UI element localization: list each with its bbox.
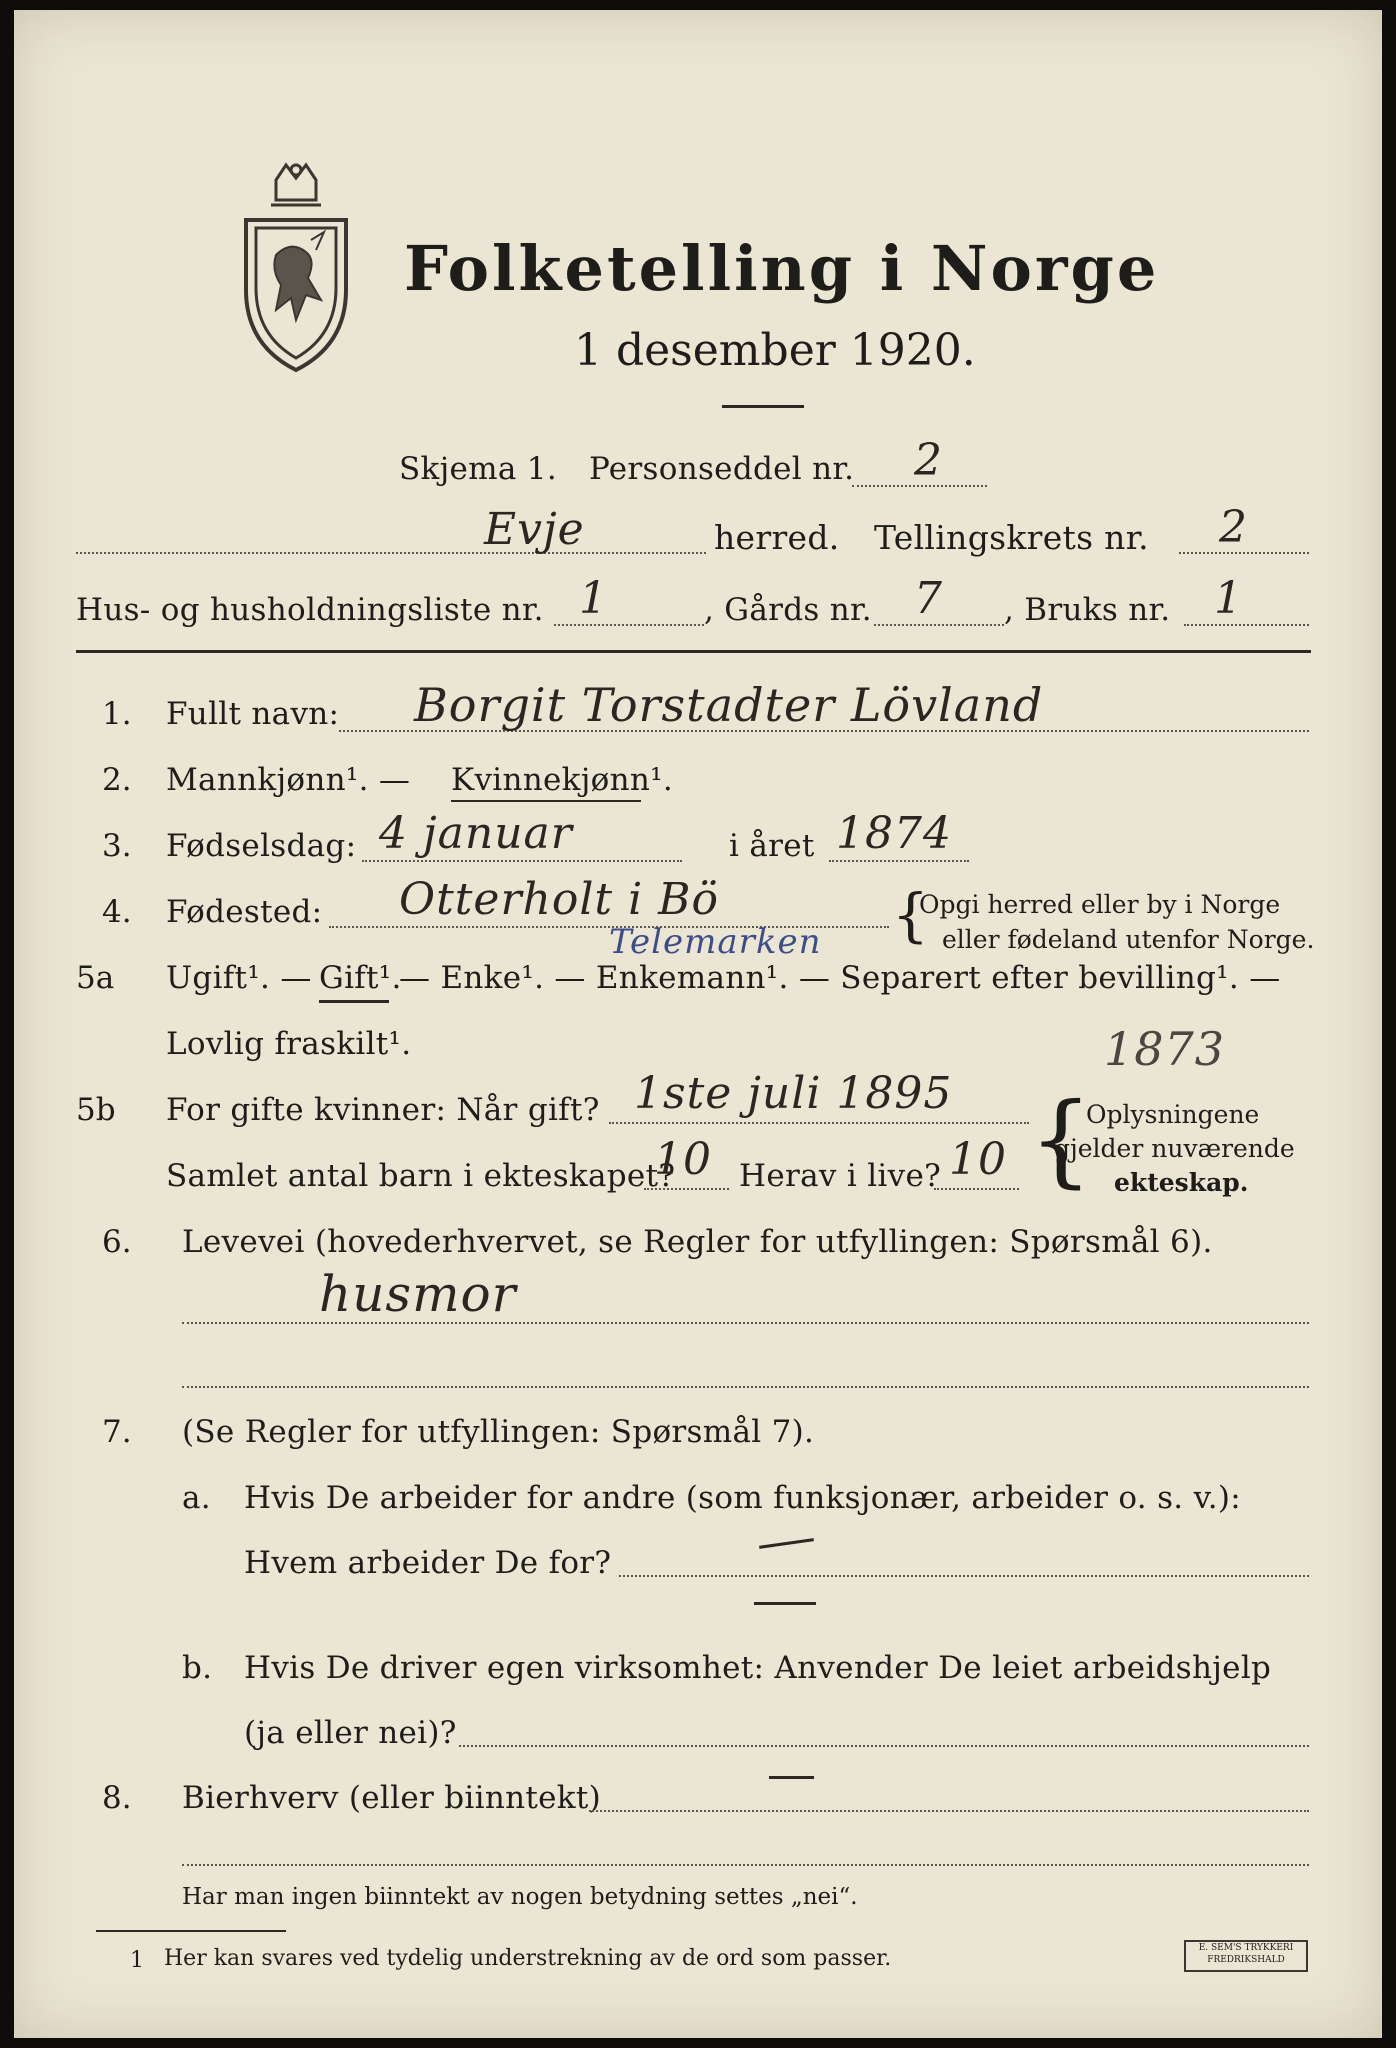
gift-underline [319,1000,389,1003]
full-name-value[interactable]: Borgit Torstadter Lövland [414,678,1044,732]
printer-stamp: E. SEM'S TRYKKERI FREDRIKSHALD [1184,1940,1308,1972]
employer-dash-mark [759,1538,814,1549]
employer-field[interactable] [619,1575,1309,1577]
footnote-rule [96,1930,286,1932]
side-income-label: Bierhverv (eller biinntekt) [182,1780,602,1816]
q3-number: 3. [102,828,132,864]
children-alive-label: Herav i live? [739,1158,942,1194]
birth-year-label: i året [729,828,815,864]
occupation-value[interactable]: husmor [319,1265,517,1323]
q7-label: (Se Regler for utfyllingen: Spørsmål 7). [182,1414,815,1450]
bruks-label: , Bruks nr. [1004,592,1171,628]
q7a-letter: a. [182,1480,211,1516]
hired-help-field[interactable] [459,1745,1309,1747]
married-date-value[interactable]: 1ste juli 1895 [634,1068,953,1119]
children-alive-value[interactable]: 10 [949,1134,1007,1185]
marital-status-options[interactable]: — Enke¹. — Enkemann¹. — Separert efter bevilling¹. — [399,960,1281,996]
q7a-text: Hvis De arbeider for andre (som funksjonær, arbeider o. s. v.): [244,1480,1242,1516]
margin-note-year: 1873 [1104,1022,1226,1076]
birthplace-note-brace: { [892,881,929,949]
birthplace-note-2: eller fødeland utenfor Norge. [942,925,1315,954]
coat-of-arms-icon [236,160,356,375]
q1-number: 1. [102,696,132,732]
tellingskrets-label: Tellingskrets nr. [874,518,1149,557]
herred-value[interactable]: Evje [484,504,585,555]
birthplace-value[interactable]: Otterholt i Bö [399,874,719,925]
kvinnekjonn-option[interactable]: Kvinnekjønn¹. [451,762,674,798]
personseddel-label: Personseddel nr. [589,451,855,487]
married-date-label: For gifte kvinner: Når gift? [166,1092,600,1128]
birth-year-value[interactable]: 1874 [836,808,952,859]
census-date: 1 desember 1920. [574,325,976,376]
personseddel-value[interactable]: 2 [914,435,943,486]
employer-label: Hvem arbeider De for? [244,1545,612,1581]
husholdningsliste-value[interactable]: 1 [579,573,608,624]
occupation-label: Levevei (hovederhvervet, se Regler for utfyllingen: Spørsmål 6). [182,1224,1213,1260]
q7b-letter: b. [182,1650,213,1686]
marriage-note-brace: { [1029,1081,1093,1198]
q2-number: 2. [102,762,132,798]
ugift-option[interactable]: Ugift¹. — [166,960,312,996]
side-income-dash-mark [769,1776,814,1779]
side-income-field[interactable] [589,1810,1309,1812]
gift-option[interactable]: Gift¹. [319,960,402,996]
birthday-label: Fødselsdag: [166,828,357,864]
q4-number: 4. [102,894,132,930]
form-title: Folketelling i Norge [404,232,1160,305]
census-form-page [14,10,1382,2038]
employer-dash-mark-2 [754,1602,816,1605]
header-rule [76,650,1311,653]
lovlig-fraskilt-option[interactable]: Lovlig fraskilt¹. [166,1026,412,1062]
birthplace-note-1: Opgi herred eller by i Norge [919,890,1281,919]
full-name-label: Fullt navn: [166,696,340,732]
q7-number: 7. [102,1414,132,1450]
q7b-text: Hvis De driver egen virksomhet: Anvender De leiet arbeidshjelp [244,1650,1272,1686]
title-divider [722,405,804,408]
gards-value[interactable]: 7 [914,573,943,624]
q5a-number: 5a [76,960,115,996]
footnote-mark: 1 [130,1948,144,1973]
husholdningsliste-label: Hus- og husholdningsliste nr. [76,592,544,628]
tellingskrets-value[interactable]: 2 [1219,502,1248,553]
mannkjonn-option[interactable]: Mannkjønn¹. — [166,762,411,798]
birthplace-region-value[interactable]: Telemarken [609,922,822,962]
footnote-text: Her kan svares ved tydelig understrekning av de ord som passer. [164,1946,892,1971]
skjema-label: Skjema 1. [399,451,557,487]
q5b-number: 5b [76,1092,116,1128]
hired-help-label: (ja eller nei)? [244,1715,457,1751]
marriage-note-3: ekteskap. [1114,1168,1249,1197]
birthday-value[interactable]: 4 januar [379,808,573,859]
instruction-note: Har man ingen biinntekt av nogen betydning settes „nei“. [182,1884,858,1910]
marriage-note-2: gjelder nuværende [1054,1134,1295,1163]
birthplace-label: Fødested: [166,894,323,930]
marriage-note-1: Oplysningene [1086,1100,1260,1129]
q6-number: 6. [102,1224,132,1260]
herred-label: herred. [714,518,840,557]
kvinnekjonn-underline [451,800,641,802]
bruks-value[interactable]: 1 [1214,573,1243,624]
q8-number: 8. [102,1780,132,1816]
children-total-value[interactable]: 10 [654,1134,712,1185]
gards-label: , Gårds nr. [704,592,872,628]
children-total-label: Samlet antal barn i ekteskapet? [166,1158,676,1194]
